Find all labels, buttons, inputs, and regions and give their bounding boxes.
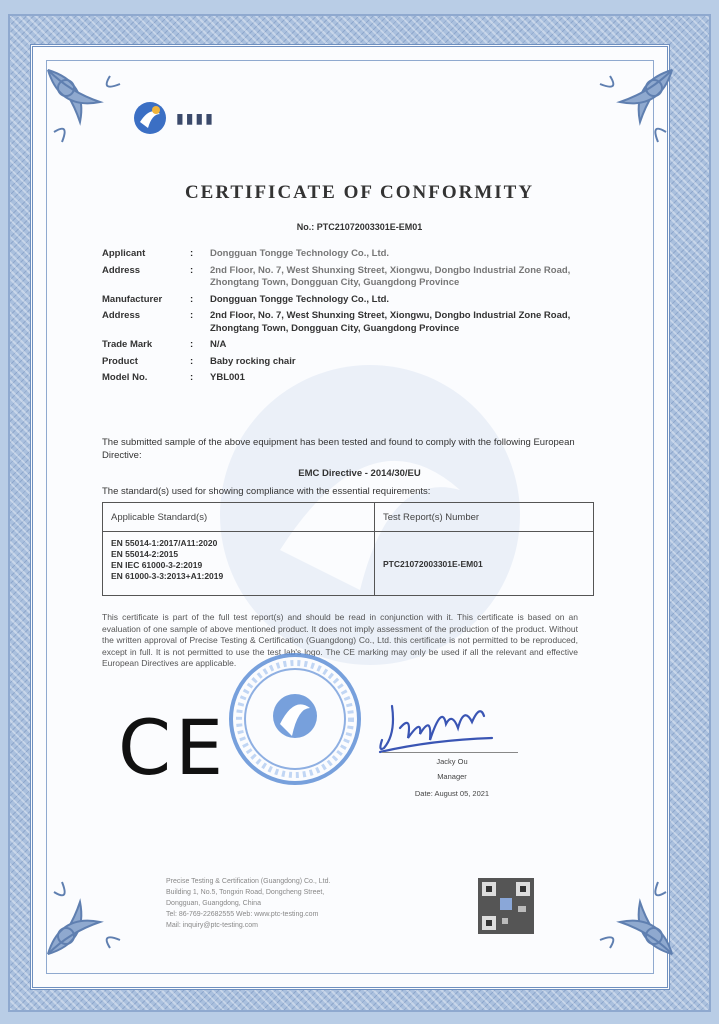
info-value: 2nd Floor, No. 7, West Shunxing Street, Xiongwu, Dongbo Industrial Zone Road, Zhongtang Town, Dongguan City, Guangdong Province	[210, 264, 571, 288]
info-row-manufacturer	[102, 294, 572, 307]
signatory-title: Manager	[437, 772, 467, 781]
info-colon: :	[190, 293, 194, 305]
info-row-model	[102, 372, 572, 385]
info-row-manufacturer-address	[102, 310, 572, 335]
info-label: Manufacturer	[102, 293, 163, 305]
standard-item: EN 61000-3-3:2013+A1:2019	[111, 571, 224, 581]
official-seal	[228, 652, 362, 786]
standards-intro: The standard(s) used for showing compliance with the essential requirements:	[102, 486, 431, 497]
footer-line: Mail: inquiry@ptc-testing.com	[166, 922, 258, 929]
info-label: Model No.	[102, 372, 148, 383]
info-colon: :	[190, 339, 194, 350]
info-label: Trade Mark	[102, 339, 153, 350]
info-value: 2nd Floor, No. 7, West Shunxing Street, Xiongwu, Dongbo Industrial Zone Road, Zhongtang Town, Dongguan City, Guangdong Province	[210, 310, 571, 334]
company-logo	[132, 100, 215, 136]
logo-text: ▮▮▮▮	[176, 109, 215, 126]
info-colon: :	[190, 355, 194, 367]
footer-line: Tel: 86-769-22682555 Web: www.ptc-testing.com	[166, 911, 319, 918]
info-label: Address	[102, 264, 141, 276]
certificate-number: No.: PTC21072003301E-EM01	[296, 222, 423, 232]
info-colon: :	[190, 310, 194, 321]
info-value: Dongguan Tongge Technology Co., Ltd.	[210, 293, 390, 305]
footer-line: Precise Testing & Certification (Guangdong) Co., Ltd.	[166, 878, 331, 885]
disclaimer-text: This certificate is part of the full test report(s) and should be read in conjunction with it. This certificate is based on an evaluation of one sample of above mentioned product. It does not imply assessment of the production of the product. Without the written approval of Precise Testing & Certification (Guangdong) Co., Ltd. this certificate is not permitted to be reproduced, except in full. It is not permitted to use the test lab's logo. The CE marking may only be used if all the relevant and effective European Directives are applicable.	[102, 612, 578, 668]
corner-ornament-bottom-right	[584, 866, 680, 962]
corner-ornament-bottom-left	[40, 866, 136, 962]
certificate-info-table	[102, 248, 572, 389]
info-row-applicant	[102, 248, 572, 261]
footer-line: Building 1, No.5, Tongxin Road, Dongcheng Street,	[166, 889, 325, 896]
info-value: YBL001	[210, 372, 245, 383]
signatory-name: Jacky Ou	[436, 757, 468, 766]
standard-item: EN 55014-1:2017/A11:2020	[111, 538, 218, 548]
info-value: Baby rocking chair	[210, 355, 296, 367]
standard-item: EN 55014-2:2015	[111, 549, 179, 559]
standards-table-row	[103, 532, 593, 595]
info-row-trade-mark	[102, 339, 572, 352]
ce-mark: CE	[118, 703, 228, 792]
logo-icon	[132, 100, 168, 136]
corner-ornament-top-left	[40, 62, 136, 158]
signature	[372, 694, 512, 758]
column-header-standards: Applicable Standard(s)	[103, 503, 375, 531]
info-row-product	[102, 356, 572, 369]
issue-date: Date: August 05, 2021	[414, 789, 490, 798]
certificate-title: CERTIFICATE OF CONFORMITY	[184, 182, 535, 203]
directive-title: EMC Directive - 2014/30/EU	[298, 468, 421, 479]
corner-ornament-top-right	[584, 62, 680, 158]
info-label: Product	[102, 355, 138, 367]
info-colon: :	[190, 372, 194, 383]
signature-line	[382, 752, 518, 753]
footer-contact	[166, 876, 466, 931]
info-label: Address	[102, 310, 141, 321]
standards-list	[103, 532, 375, 595]
info-label: Applicant	[102, 248, 146, 259]
footer-line: Dongguan, Guangdong, China	[166, 900, 261, 907]
standards-table	[102, 502, 594, 596]
standard-item: EN IEC 61000-3-2:2019	[111, 560, 203, 570]
info-value: N/A	[210, 339, 227, 350]
standards-table-header	[103, 503, 593, 532]
info-colon: :	[190, 264, 194, 276]
info-row-applicant-address	[102, 265, 572, 290]
column-header-report: Test Report(s) Number	[383, 511, 480, 523]
report-number: PTC21072003301E-EM01	[383, 558, 483, 569]
info-value: Dongguan Tongge Technology Co., Ltd.	[210, 248, 390, 259]
qr-code	[478, 878, 534, 934]
compliance-statement: The submitted sample of the above equipment has been tested and found to comply with the following European Directive:	[102, 437, 575, 461]
info-colon: :	[190, 248, 194, 259]
